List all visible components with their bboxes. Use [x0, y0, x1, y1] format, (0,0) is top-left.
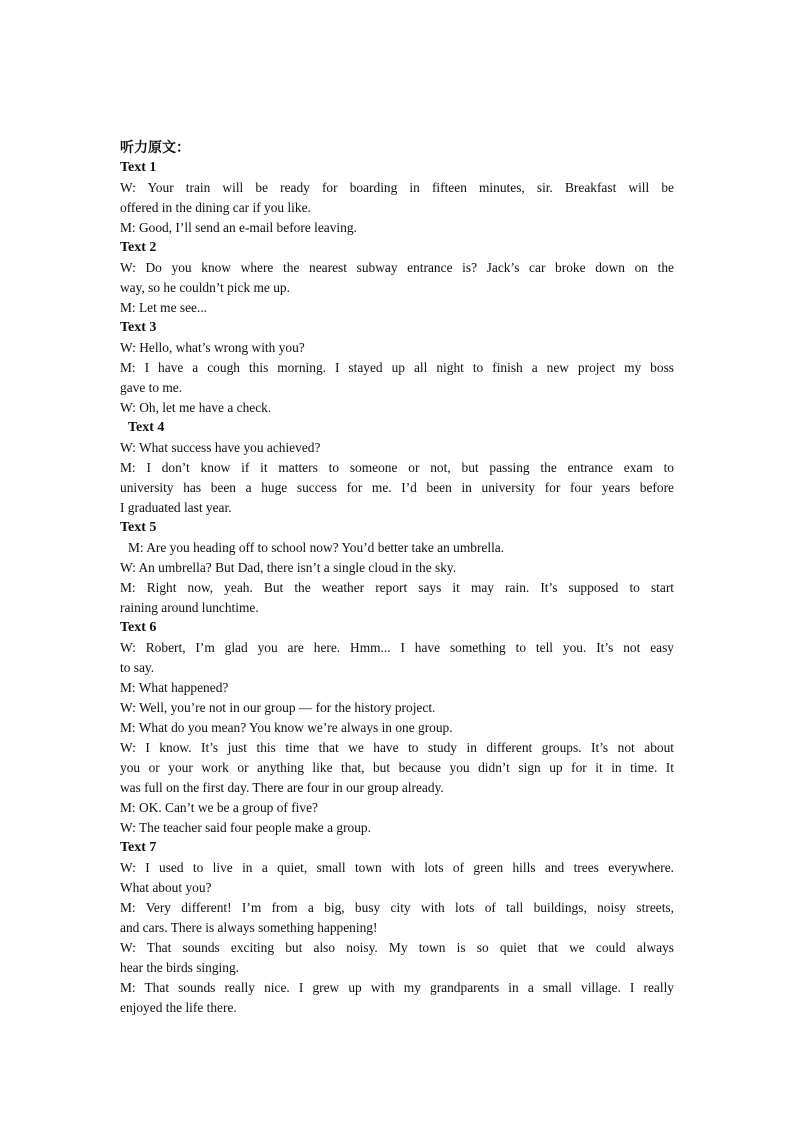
dialogue-line: W: Your train will be ready for boarding in fifteen minutes, sir. Breakfast will be [120, 180, 674, 195]
dialogue-line: gave to me. [120, 380, 183, 395]
dialogue-line: M: What do you mean? You know we’re always in one group. [120, 720, 453, 735]
dialogue-line: W: The teacher said four people make a group. [120, 820, 371, 835]
doc-title: 听力原文： [120, 140, 190, 156]
dialogue-line: W: An umbrella? But Dad, there isn’t a single cloud in the sky. [120, 560, 457, 575]
dialogue-line: offered in the dining car if you like. [120, 200, 311, 215]
dialogue-line: W: Do you know where the nearest subway entrance is? Jack’s car broke down on the [120, 260, 674, 275]
dialogue-line: M: Are you heading off to school now? You’d better take an umbrella. [128, 540, 505, 555]
dialogue-line: W: Hello, what’s wrong with you? [120, 340, 305, 355]
dialogue-line: W: I know. It’s just this time that we have to study in different groups. It’s not about [120, 740, 674, 755]
section-heading-text-5: Text 5 [120, 520, 157, 535]
dialogue-line: university has been a huge success for me. I’d been in university for four years before [120, 480, 674, 495]
dialogue-line: M: Good, I’ll send an e-mail before leaving. [120, 220, 357, 235]
dialogue-line: W: That sounds exciting but also noisy. My town is so quiet that we could always [120, 940, 674, 955]
dialogue-line: and cars. There is always something happening! [120, 920, 378, 935]
dialogue-line: W: I used to live in a quiet, small town with lots of green hills and trees everywhere. [120, 860, 674, 875]
dialogue-line: W: What success have you achieved? [120, 440, 321, 455]
dialogue-line: M: Let me see... [120, 300, 208, 315]
dialogue-line: M: I have a cough this morning. I stayed up all night to finish a new project my boss [120, 360, 674, 375]
dialogue-line: was full on the first day. There are four in our group already. [120, 780, 444, 795]
dialogue-line: M: Right now, yeah. But the weather report says it may rain. It’s supposed to start [120, 580, 674, 595]
section-heading-text-3: Text 3 [120, 320, 157, 335]
section-heading-text-6: Text 6 [120, 620, 157, 635]
section-heading-text-1: Text 1 [120, 160, 157, 175]
dialogue-line: to say. [120, 660, 155, 675]
dialogue-line: W: Well, you’re not in our group — for the history project. [120, 700, 436, 715]
dialogue-line: you or your work or anything like that, but because you didn’t sign up for it in time. It [120, 760, 674, 775]
document-page [120, 138, 674, 1018]
dialogue-line: enjoyed the life there. [120, 1000, 237, 1015]
dialogue-line: way, so he couldn’t pick me up. [120, 280, 290, 295]
dialogue-line: What about you? [120, 880, 212, 895]
dialogue-line: W: Robert, I’m glad you are here. Hmm... I have something to tell you. It’s not easy [120, 640, 674, 655]
dialogue-line: M: OK. Can’t we be a group of five? [120, 800, 318, 815]
dialogue-line: M: I don’t know if it matters to someone or not, but passing the entrance exam to [120, 460, 674, 475]
dialogue-line: raining around lunchtime. [120, 600, 259, 615]
dialogue-line: hear the birds singing. [120, 960, 240, 975]
dialogue-line: M: That sounds really nice. I grew up with my grandparents in a small village. I really [120, 980, 674, 995]
section-heading-text-2: Text 2 [120, 240, 157, 255]
section-heading-text-4: Text 4 [128, 420, 165, 435]
dialogue-line: M: Very different! I’m from a big, busy city with lots of tall buildings, noisy streets, [120, 900, 674, 915]
dialogue-line: M: What happened? [120, 680, 229, 695]
dialogue-line: W: Oh, let me have a check. [120, 400, 272, 415]
section-heading-text-7: Text 7 [120, 840, 157, 855]
dialogue-line: I graduated last year. [120, 500, 232, 515]
